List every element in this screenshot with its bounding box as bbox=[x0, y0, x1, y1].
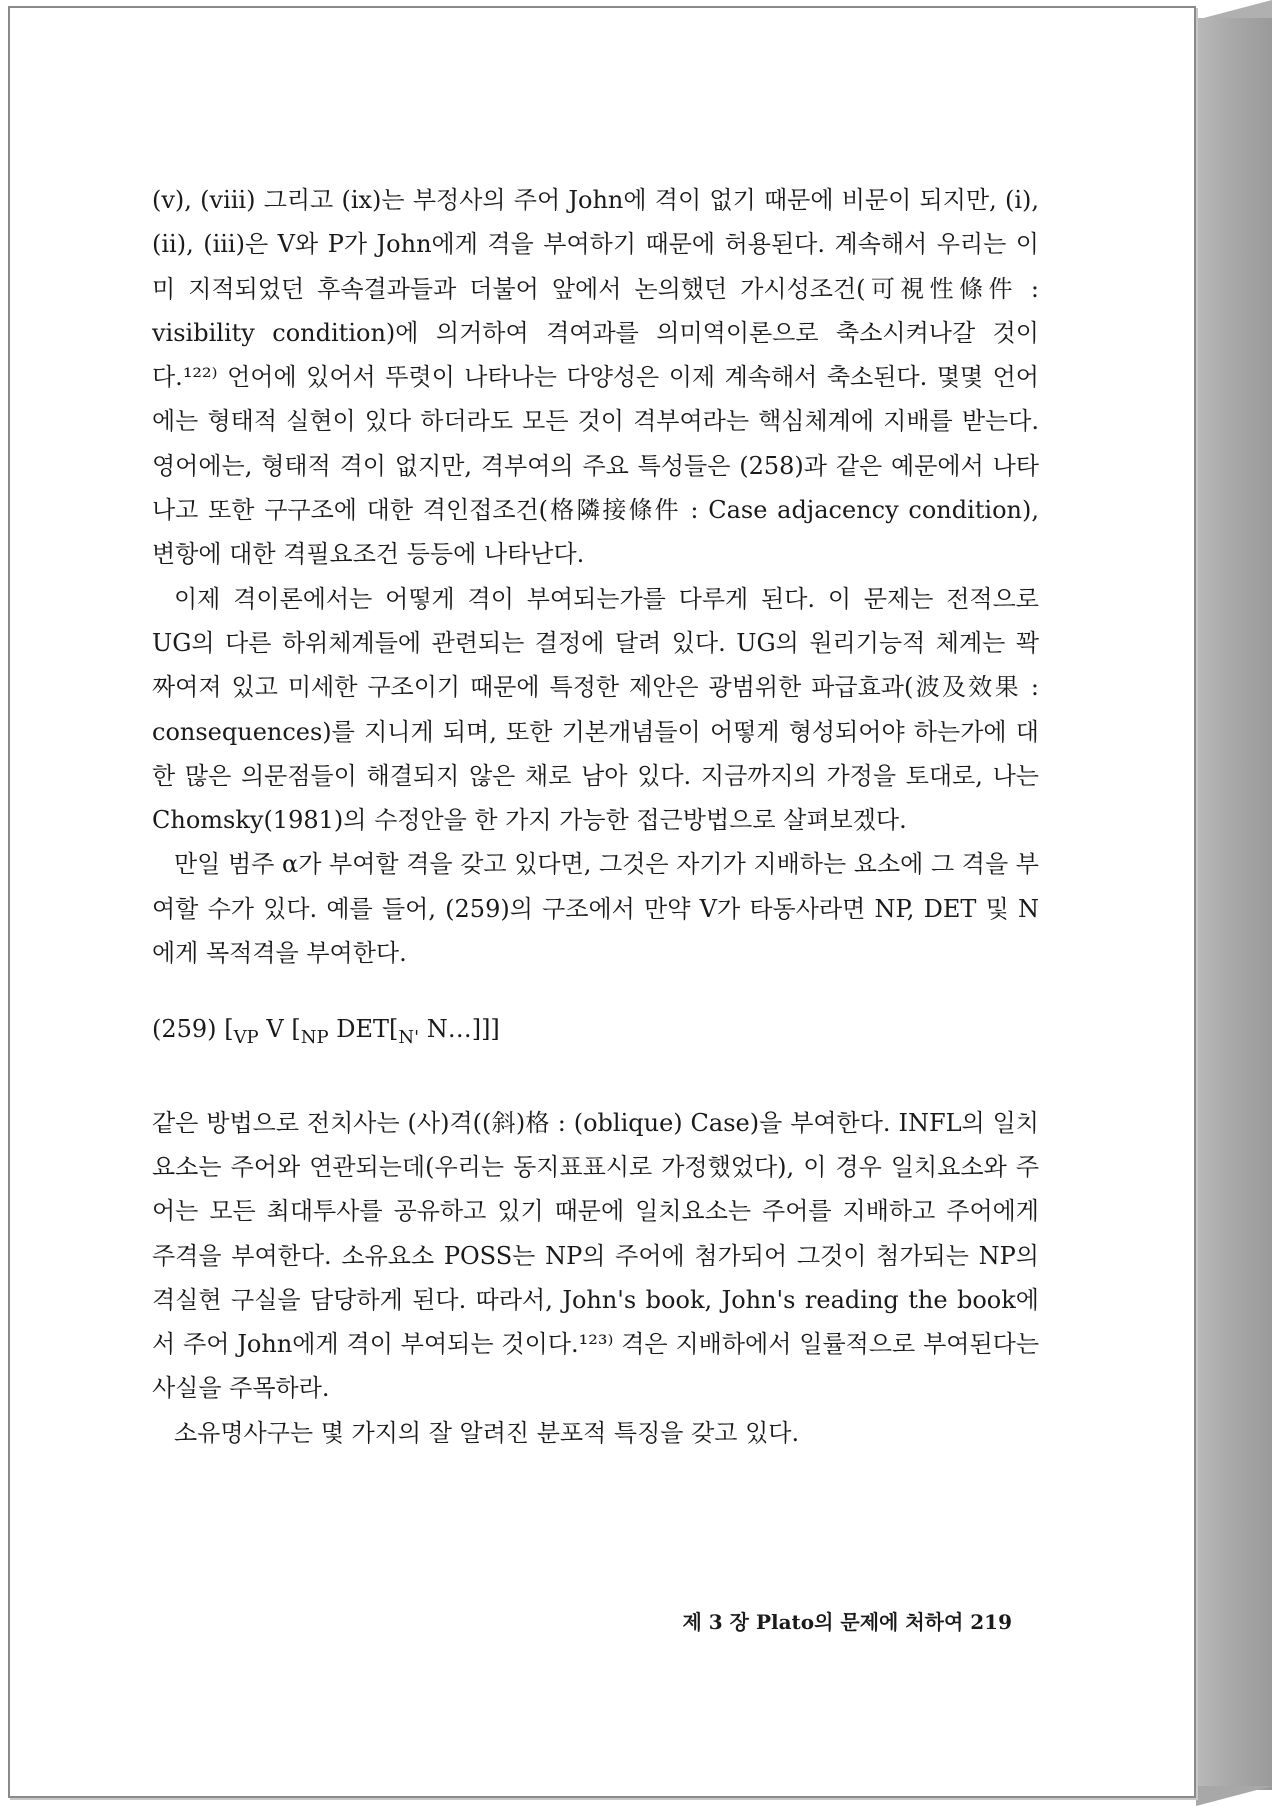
paragraph-1: (v), (viii) 그리고 (ix)는 부정사의 주어 John에 격이 없기 때문에 비문이 되지만, (i), (ii), (iii)은 V와 P가 John에게 격을 부여하기 때문에 허용된다. 계속해서 우리는 이미 지적되었던 후속결과들과 더불어 앞에서 논의했던 가시성조건(可視性條件 : visibility condition)에 의거하여 격여과를 의미역이론으로 축소시켜나갈 것이다.¹²²⁾ 언어에 있어서 뚜렷이 나타나는 다양성은 이제 계속해서 축소된다. 몇몇 언어에는 형태적 실현이 있다 하더라도 모든 것이 격부여라는 핵심체계에 지배를 받는다. 영어에는, 형태적 격이 없지만, 격부여의 주요 특성들은 (258)과 같은 예문에서 나타나고 또한 구구조에 대한 격인접조건(格隣接條件 : Case adjacency condition), 변항에 대한 격필요조건 등등에 나타난다. bbox=[152, 186, 1039, 569]
label-np: NP bbox=[300, 1027, 329, 1049]
bracket-np-open: [ bbox=[291, 1015, 301, 1044]
page-stack-top-edge bbox=[1196, 0, 1272, 20]
bracket-n-open: [ bbox=[388, 1015, 399, 1044]
v-node: V bbox=[266, 1015, 284, 1044]
page-stack-bottom-edge bbox=[1196, 1786, 1272, 1806]
paragraph-2: 이제 격이론에서는 어떻게 격이 부여되는가를 다루게 된다. 이 문제는 전적으로 UG의 다른 하위체계들에 관련되는 결정에 달려 있다. UG의 원리기능적 체계는 꽉 짜여져 있고 미세한 구조이기 때문에 특정한 제안은 광범위한 파급효과(波及效果 : consequences)를 지니게 되며, 또한 기본개념들이 어떻게 형성되어야 하는가에 대한 많은 의문점들이 해결되지 않은 채로 남아 있다. 지금까지의 가정을 토대로, 나는 Chomsky(1981)의 수정안을 한 가지 가능한 접근방법으로 살펴보겠다. bbox=[152, 584, 1039, 835]
page-body bbox=[152, 178, 1039, 1455]
label-n-bar: N' bbox=[398, 1027, 420, 1049]
n-node: N… bbox=[426, 1015, 472, 1044]
bracket-vp-open: [ bbox=[224, 1015, 234, 1044]
label-vp: VP bbox=[233, 1027, 259, 1049]
paragraph-3: 만일 범주 α가 부여할 격을 갖고 있다면, 그것은 자기가 지배하는 요소에 그 격을 부여할 수가 있다. 예를 들어, (259)의 구조에서 만약 V가 타동사라면 NP, DET 및 N에게 목적격을 부여한다. bbox=[152, 850, 1039, 968]
example-259 bbox=[152, 1007, 1039, 1060]
running-footer: 제 3 장 Plato의 문제에 처하여 219 bbox=[682, 1610, 1012, 1634]
det-node: DET bbox=[336, 1015, 389, 1044]
paragraph-5: 소유명사구는 몇 가지의 잘 알려진 분포적 특징을 갖고 있다. bbox=[174, 1418, 800, 1447]
bracket-close: ]]] bbox=[471, 1015, 500, 1044]
page-stack-edge bbox=[1196, 18, 1272, 1790]
example-number: (259) bbox=[152, 1015, 217, 1044]
paragraph-4: 같은 방법으로 전치사는 (사)격((斜)格 : (oblique) Case)을 부여한다. INFL의 일치요소는 주어와 연관되는데(우리는 동지표표시로 가정했었다), 이 경우 일치요소와 주어는 모든 최대투사를 공유하고 있기 때문에 일치요소는 주어를 지배하고 주어에게 주격을 부여한다. 소유요소 POSS는 NP의 주어에 첨가되어 그것이 첨가되는 NP의 격실현 구실을 담당하게 된다. 따라서, John's book, John's reading the book에서 주어 John에게 격이 부여되는 것이다.¹²³⁾ 격은 지배하에서 일률적으로 부여된다는 사실을 주목하라. bbox=[152, 1108, 1039, 1403]
